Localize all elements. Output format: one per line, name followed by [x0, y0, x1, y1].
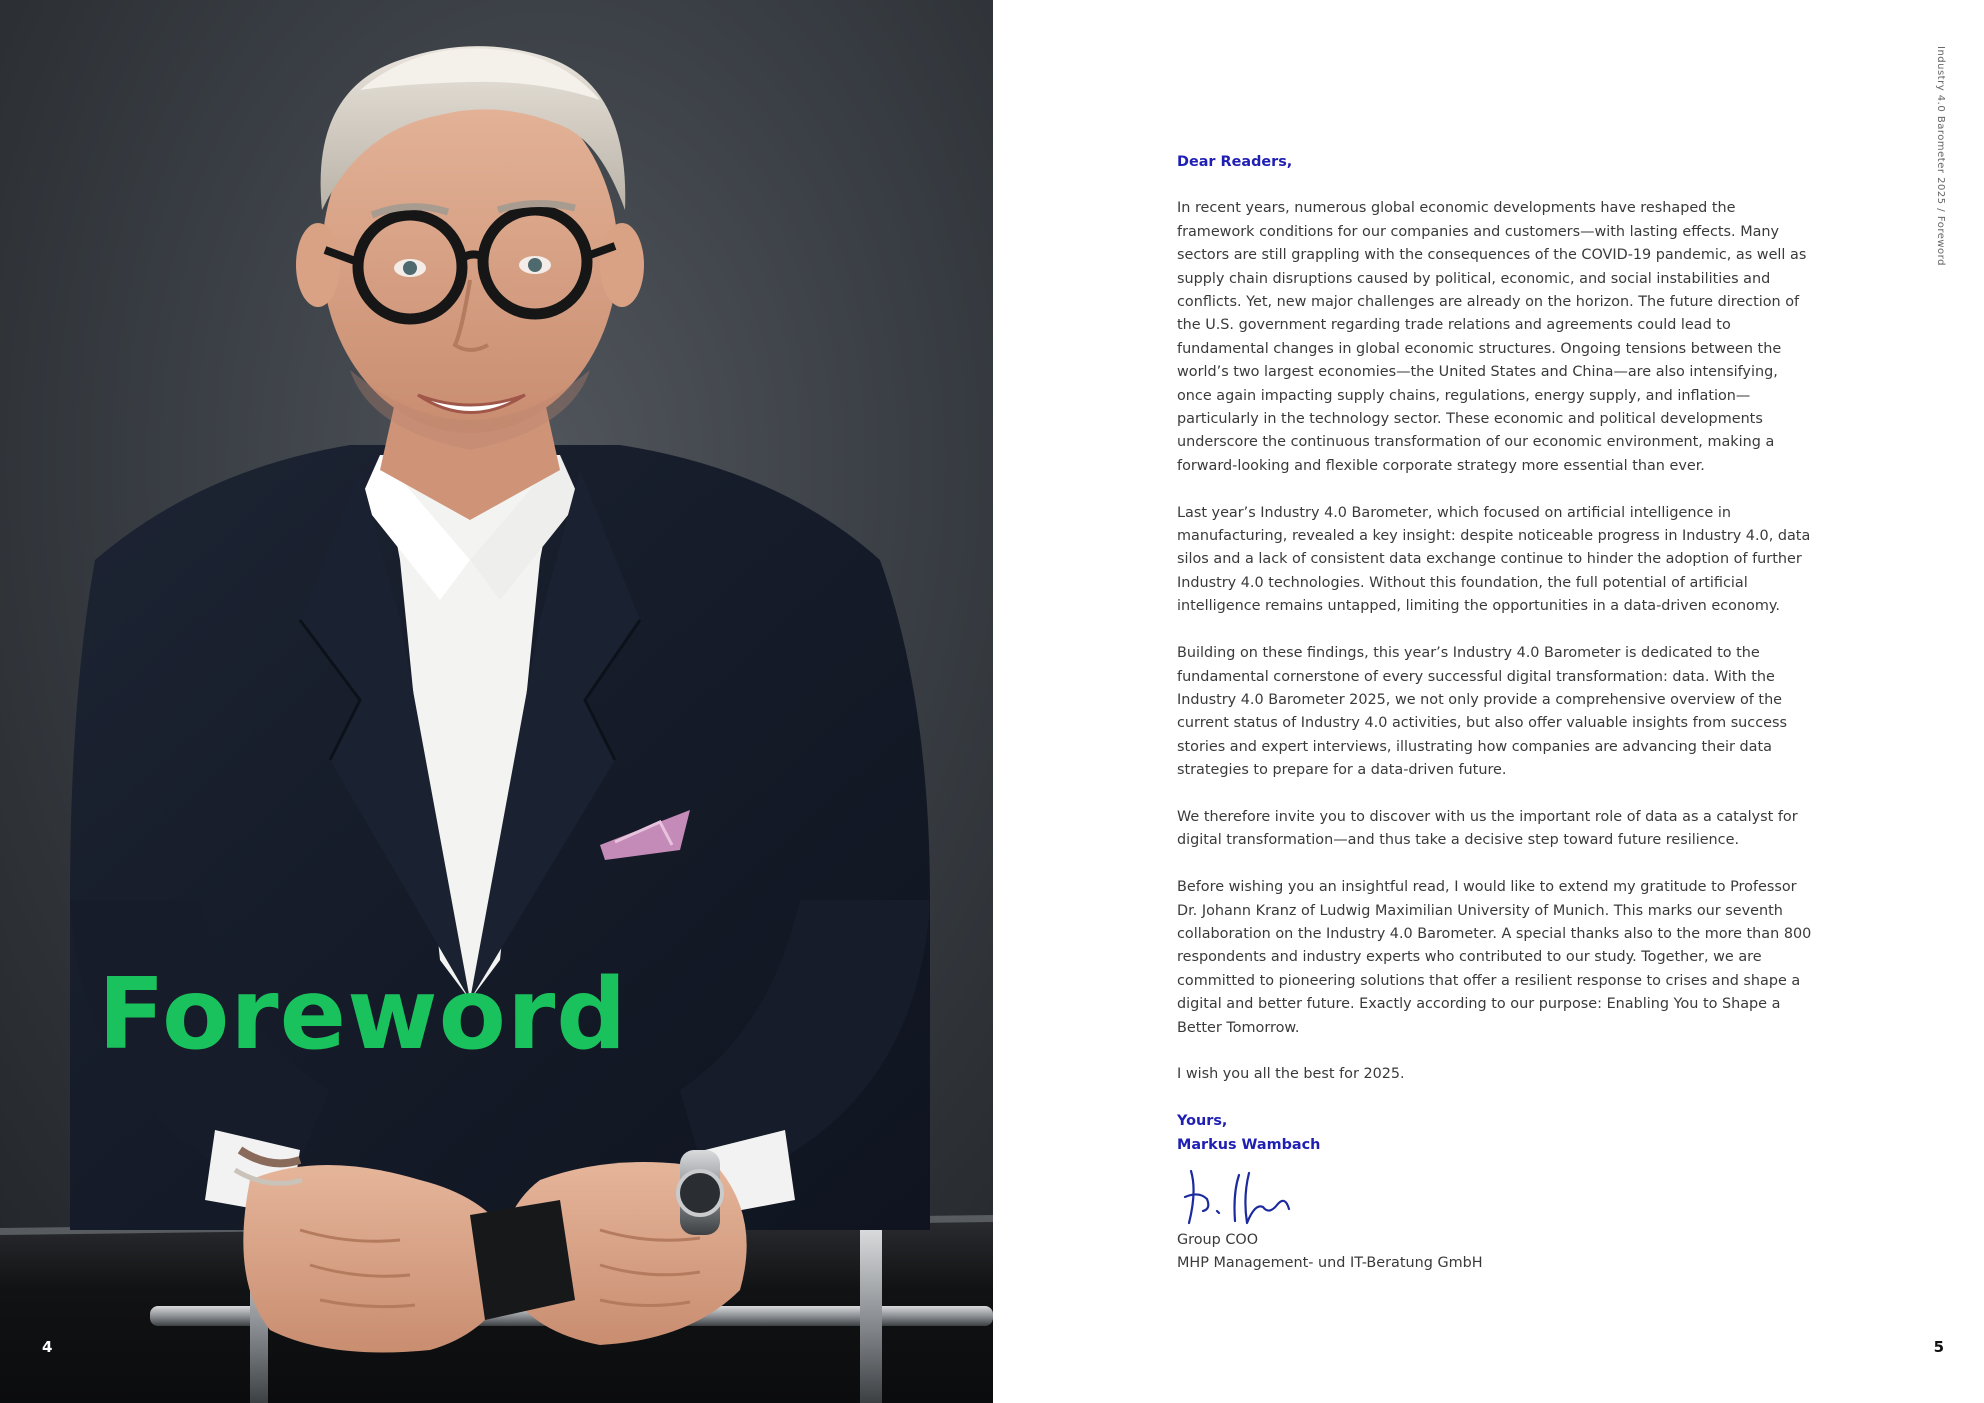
- paragraph-1: In recent years, numerous global economic developments have reshaped the framework conditions for our companies and customers—with lasting effects. Many sectors are still grappling with the consequences of the COVID-19 pandemic, as well as supply chain disruptions caused by political, economic, and social instabilities and conflicts. Yet, new major challenges are already on the horizon. The future direction of the U.S. government regarding trade relations and agreements could lead to fundamental changes in global economic structures. Ongoing tensions between the world’s two largest economies—the United States and China—are also intensifying, once again impacting supply chains, regulations, energy supply, and inflation—particularly in the technology sector. These economic and political developments underscore the continuous transformation of our economic environment, making a forward-looking and flexible corporate strategy more essential than ever.: [1177, 200, 1807, 474]
- paragraph-4: We therefore invite you to discover with us the important role of data as a catalyst for digital transformation—and thus take a decisive step toward future resilience.: [1177, 808, 1798, 849]
- page-title: Foreword: [98, 958, 628, 1072]
- salutation: Dear Readers,: [1177, 154, 1293, 170]
- signer-company: MHP Management- und IT-Beratung GmbH: [1177, 1255, 1483, 1272]
- paragraph-2: Last year’s Industry 4.0 Barometer, which focused on artificial intelligence in manufacturing, revealed a key insight: despite noticeable progress in Industry 4.0, data silos and a lack of consistent data exchange continue to hinder the adoption of further Industry 4.0 technologies. Without this foundation, the full potential of artificial intelligence remains untapped, limiting the opportunities in a data-driven economy.: [1177, 504, 1811, 615]
- running-head: Industry 4.0 Barometer 2025 / Foreword: [1935, 46, 1946, 266]
- signer-name: Markus Wambach: [1177, 1136, 1321, 1153]
- paragraph-3: Building on these findings, this year’s Industry 4.0 Barometer is dedicated to the fundamental cornerstone of every successful digital transformation: data. With the Industry 4.0 Barometer 2025, we not only provide a comprehensive overview of the current status of Industry 4.0 activities, but also offer valuable insights from success stories and expert interviews, illustrating how companies are advancing their data strategies to prepare for a data-driven future.: [1177, 645, 1787, 779]
- closing: Yours,: [1177, 1113, 1228, 1130]
- page-number-right: 5: [1933, 1338, 1944, 1356]
- paragraph-5: Before wishing you an insightful read, I would like to extend my gratitude to Professor Dr. Johann Kranz of Ludwig Maximilian University of Munich. This marks our seventh collaboration on the Industry 4.0 Barometer. A special thanks also to the more than 800 respondents and industry experts who contributed to our study. Together, we are committed to pioneering solutions that offer a resilient response to crises and shape a digital and better future. Exactly according to our purpose: Enabling You to Shape a Better Tomorrow.: [1177, 879, 1812, 1036]
- page-number-left: 4: [42, 1338, 53, 1356]
- foreword-letter: [1177, 151, 1813, 1276]
- paragraph-6: I wish you all the best for 2025.: [1177, 1066, 1405, 1083]
- signer-title: Group COO: [1177, 1231, 1259, 1248]
- handwritten-signature: [1177, 1163, 1327, 1229]
